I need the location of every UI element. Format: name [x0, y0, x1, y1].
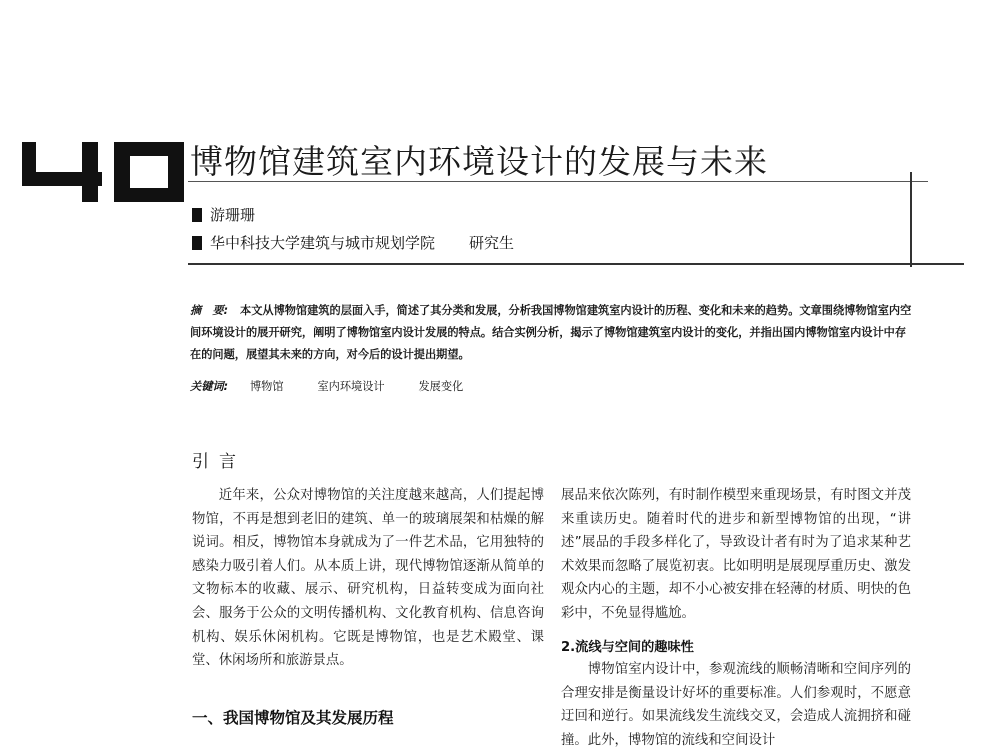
vertical-rule	[910, 172, 912, 267]
subheading-flow-space: 2.流线与空间的趣味性	[561, 640, 694, 655]
affiliation-line	[192, 232, 514, 253]
keywords-label: 关键词:	[190, 380, 229, 393]
affiliation: 华中科技大学建筑与城市规划学院	[210, 234, 436, 252]
abstract-label: 摘 要:	[190, 304, 229, 317]
bullet-square-icon	[192, 236, 202, 250]
body-paragraph-flow: 博物馆室内设计中，参观流线的顺畅清晰和空间序列的合理安排是衡量设计好坏的重要标准。人们参观时，不愿意迂回和逆行。如果流线发生流线交叉，会造成人流拥挤和碰撞。此外，博物馆的流线和空间设计	[561, 662, 911, 748]
keyword-item: 博物馆	[249, 380, 284, 393]
section-heading-1: 一、我国博物馆及其发展历程	[192, 709, 394, 727]
body-paragraph-intro: 近年来，公众对博物馆的关注度越来越高，人们提起博物馆，不再是想到老旧的建筑、单一的玻璃展架和枯燥的解说词。相反，博物馆本身就成为了一件艺术品，它用独特的感染力吸引着人们。从本质上讲，现代博物馆逐渐从简单的文物标本的收藏、展示、研究机构，日益转变成为面向社会、服务于公众的文明传播机构、文化教育机构、信息咨询机构、娱乐休闲机构。它既是博物馆，也是艺术殿堂、课堂、休闲场所和旅游景点。	[192, 488, 544, 669]
author-role: 研究生	[469, 234, 515, 252]
abstract	[190, 300, 914, 366]
keyword-item: 发展变化	[418, 380, 464, 393]
keyword-item: 室内环境设计	[317, 380, 385, 393]
author-name: 游珊珊	[210, 206, 256, 224]
author-line	[192, 204, 255, 225]
intro-heading: 引言	[192, 452, 246, 472]
body-paragraph-right-top: 展品来依次陈列，有时制作模型来重现场景，有时图文并茂来重读历史。随着时代的进步和新型博物馆的出现，“讲述”展品的手段多样化了，导致设计者有时为了追求某种艺术效果而忽略了展览初衷。比如明明是展现厚重历史、激发观众内心的主题，却不小心被安排在轻薄的材质、明快的色彩中，不免显得尴尬。	[561, 488, 911, 621]
header-rule	[188, 263, 964, 265]
article-title: 博物馆建筑室内环境设计的发展与未来	[190, 142, 768, 181]
abstract-text: 本文从博物馆建筑的层面入手，简述了其分类和发展，分析我国博物馆建筑室内设计的历程、变化和未来的趋势。文章围绕博物馆室内空间环境设计的展开研究，阐明了博物馆室内设计发展的特点。结合实例分析，揭示了博物馆建筑室内设计的变化，并指出国内博物馆室内设计中存在的问题，展望其未来的方向，对今后的设计提出期望。	[190, 304, 912, 361]
bullet-square-icon	[192, 208, 202, 222]
title-rule	[188, 181, 928, 182]
page-number-graphic	[22, 142, 187, 202]
keywords	[190, 378, 493, 394]
